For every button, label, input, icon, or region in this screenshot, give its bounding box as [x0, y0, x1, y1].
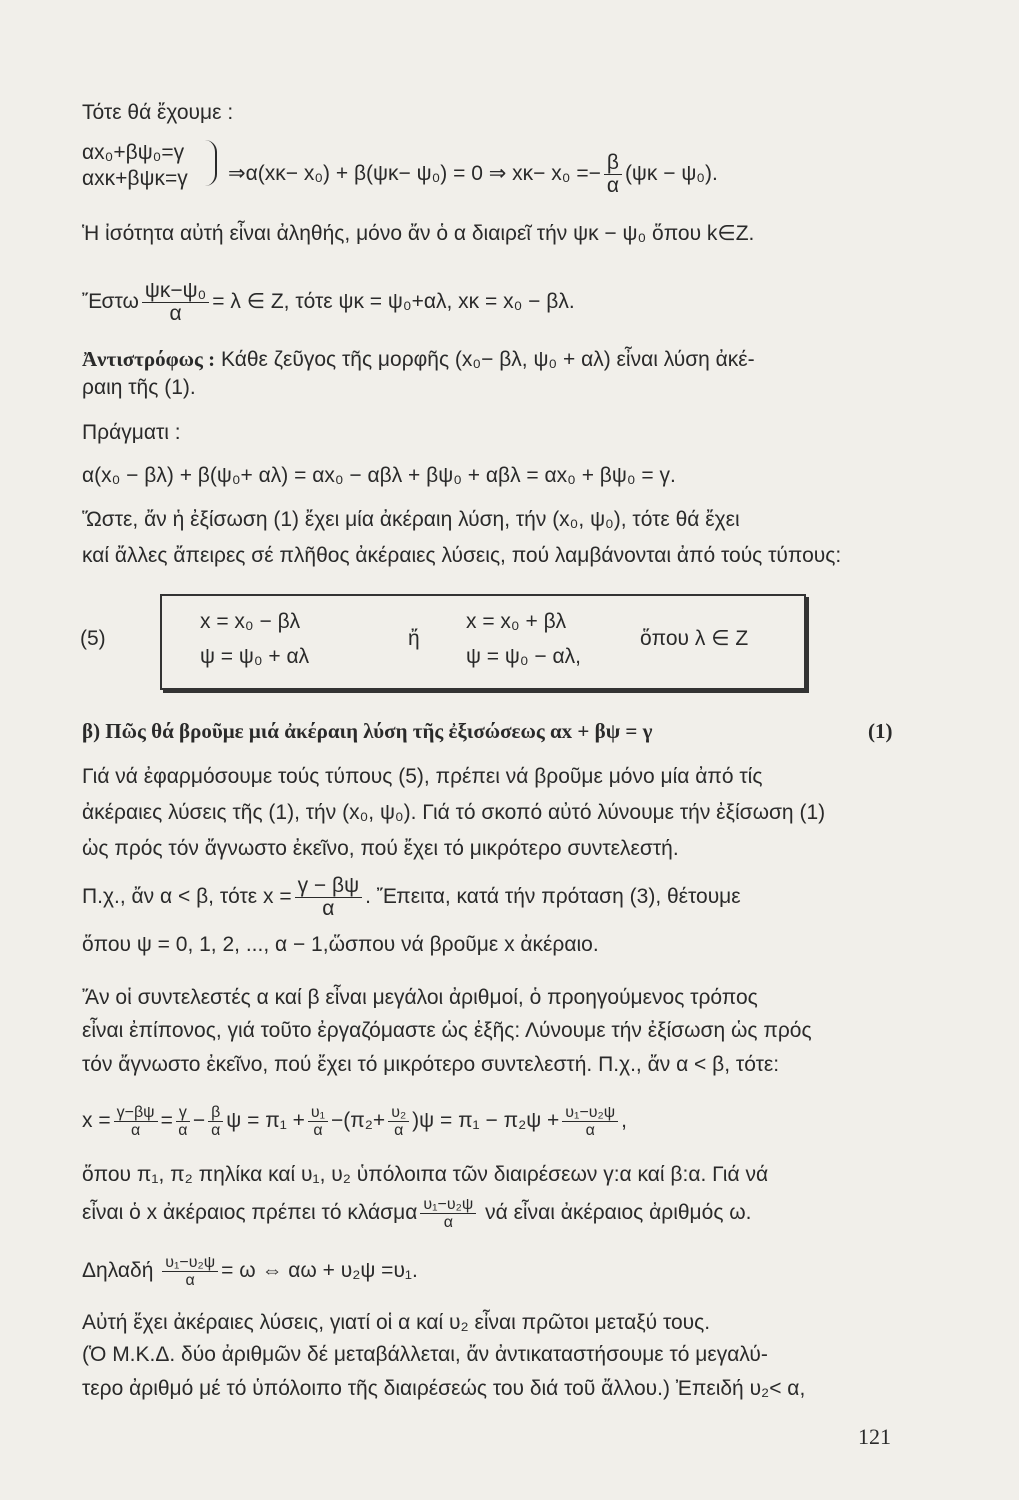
fraction [162, 1254, 218, 1289]
long-equation [82, 1104, 627, 1139]
text-line: Ἄν οἱ συντελεστές α καί β εἶναι μεγάλοι ἀριθμοί, ὁ προηγούμενος τρόπος [82, 986, 758, 1009]
fraction [142, 280, 209, 325]
fraction-denominator: α [130, 1122, 141, 1139]
formula-x-plus: x = x₀ + βλ [466, 610, 567, 633]
fraction-numerator: γ [176, 1104, 190, 1122]
text-line: Γιά νά ἐφαρμόσουμε τούς τύπους (5), πρέπει νά βροῦμε μόνο μία ἀπό τίς [82, 765, 763, 788]
eq-part: = [160, 1109, 173, 1133]
page-number: 121 [858, 1424, 891, 1449]
eq-part: ψ = π₁ + [226, 1109, 305, 1133]
converse-line [82, 346, 755, 373]
section-eq-number: (1) [868, 719, 893, 743]
formula-psi-plus: ψ = ψ₀ + αλ [200, 645, 310, 668]
namely-word: Δηλαδή [82, 1259, 154, 1283]
text-line: (Ὁ Μ.Κ.Δ. δύο ἀριθμῶν δέ μεταβάλλεται, ἄν ἀντικαταστήσουμε τό μεγαλύ- [82, 1343, 768, 1366]
section-title: β) Πῶς θά βροῦμε μιά ἀκέραιη λύση τῆς ἐξισώσεως αx + βψ = γ [82, 719, 653, 743]
converse-label: Ἀντιστρόφως : [82, 347, 216, 371]
fraction-denominator: α [185, 1272, 195, 1289]
system-implication [228, 152, 718, 197]
text-line: καί ἄλλες ἄπειρες σέ πλῆθος ἀκέραιες λύσεις, πού λαμβάνονται ἀπό τούς τύπους: [82, 544, 842, 567]
fraction-numerator: υ₁ [308, 1104, 328, 1122]
fraction [604, 152, 622, 197]
fraction [114, 1104, 158, 1139]
fraction-numerator: υ₂ [388, 1104, 409, 1122]
fraction-numerator: υ₁−υ₂ψ [420, 1196, 476, 1214]
fraction-denominator: α [178, 1122, 188, 1139]
fraction-denominator: α [443, 1214, 453, 1231]
namely-tail: = ω ⇔ αω + υ₂ψ =υ₁. [221, 1259, 418, 1283]
text-line: Ὥστε, ἄν ἡ ἐξίσωση (1) ἔχει μία ἀκέραιη λύση, τήν (x₀, ψ₀), τότε θά ἔχει [82, 508, 740, 531]
namely-line [82, 1254, 418, 1289]
implication-text: ⇒α(xκ− x₀) + β(ψκ− ψ₀) = 0 ⇒ xκ− x₀ =− [228, 162, 601, 186]
system-brace [205, 140, 217, 186]
fraction-numerator: υ₁−υ₂ψ [162, 1254, 218, 1272]
let-word: Ἔστω [82, 290, 139, 314]
text-line: ὡς πρός τόν ἄγνωστο ἐκεῖνο, πού ἔχει τό μικρότερο συντελεστή. [82, 837, 679, 860]
text-line: Ἡ ἰσότητα αὐτή εἶναι ἀληθής, μόνο ἄν ὁ α διαιρεῖ τήν ψκ − ψ₀ ὅπου k∈Z. [82, 222, 755, 245]
text-line: τόν ἄγνωστο ἐκεῖνο, πού ἔχει τό μικρότερο συντελεστή. Π.χ., ἄν α < β, τότε: [82, 1053, 780, 1076]
text-line: ὅπου π₁, π₂ πηλίκα καί υ₁, υ₂ ὑπόλοιπα τῶν διαιρέσεων γ:α καί β:α. Γιά νά [82, 1163, 769, 1186]
condition-tail: νά εἶναι ἀκέραιος ἀριθμός ω. [485, 1201, 752, 1225]
fraction-numerator: γ−βψ [114, 1104, 158, 1122]
eq-part: , [621, 1109, 627, 1133]
fraction [308, 1104, 328, 1139]
example-start: Π.χ., ἄν α < β, τότε x = [82, 885, 292, 909]
fraction-numerator: γ − βψ [295, 875, 362, 898]
text-line: ἀκέραιες λύσεις τῆς (1), τήν (x₀, ψ₀). Γιά τό σκοπό αὐτό λύνουμε τήν ἐξίσωση (1) [82, 801, 826, 824]
formula-label: (5) [80, 627, 106, 650]
system-eq-1: αx₀+βψ₀=γ [82, 141, 185, 164]
fraction-denominator: α [313, 1122, 323, 1139]
fraction-denominator: α [585, 1122, 595, 1139]
fraction-denominator: α [169, 302, 182, 325]
integer-condition-line [82, 1196, 752, 1231]
implication-tail: (ψκ − ψ₀). [624, 162, 718, 186]
example-tail: . Ἔπειτα, κατά τήν πρόταση (3), θέτουμε [365, 885, 741, 909]
formula-psi-minus: ψ = ψ₀ − αλ, [466, 645, 581, 668]
eq-part: − [192, 1109, 206, 1133]
fraction [562, 1104, 618, 1139]
fraction-numerator: υ₁−υ₂ψ [562, 1104, 618, 1122]
fraction [176, 1104, 190, 1139]
let-tail: = λ ∈ Z, τότε ψκ = ψ₀+αλ, xκ = x₀ − βλ. [212, 290, 575, 314]
fraction-denominator: α [211, 1122, 221, 1139]
text-line: Αὐτή ἔχει ἀκέραιες λύσεις, γιατί οἱ α καί υ₂ εἶναι πρῶτοι μεταξύ τους. [82, 1311, 711, 1334]
fraction [208, 1104, 223, 1139]
fraction-denominator: α [606, 174, 619, 197]
text-line: τερο ἀριθμό μέ τό ὑπόλοιπο τῆς διαιρέσεώς του διά τοῦ ἄλλου.) Ἐπειδή υ₂< α, [82, 1377, 806, 1400]
formula-or: ἤ [408, 627, 420, 650]
text-line: ὅπου ψ = 0, 1, 2, ..., α − 1,ὥσπου νά βροῦμε x ἀκέραιο. [82, 933, 599, 956]
eq-part: )ψ = π₁ − π₂ψ + [412, 1109, 560, 1133]
fraction-numerator: β [208, 1104, 223, 1122]
eq-part: −(π₂+ [331, 1109, 386, 1133]
condition-text: εἶναι ὁ x ἀκέραιος πρέπει τό κλάσμα [82, 1201, 418, 1225]
eq-part: x = [82, 1109, 111, 1133]
fraction [420, 1196, 476, 1231]
fraction-denominator: α [394, 1122, 404, 1139]
fraction-denominator: α [322, 897, 335, 920]
text-line: Πράγματι : [82, 421, 181, 444]
formula-where: ὅπου λ ∈ Z [640, 627, 749, 650]
text-line: Τότε θά ἔχουμε : [82, 101, 234, 124]
formula-x-minus: x = x₀ − βλ [200, 610, 301, 633]
text-line: ραιη τῆς (1). [82, 376, 196, 399]
converse-text: Κάθε ζεῦγος τῆς μορφῆς (x₀− βλ, ψ₀ + αλ) εἶναι λύση ἀκέ- [220, 348, 755, 371]
fraction [388, 1104, 409, 1139]
fraction [295, 875, 362, 920]
system-eq-2: αxκ+βψκ=γ [82, 167, 188, 190]
fraction-numerator: β [604, 152, 622, 175]
fraction-numerator: ψκ−ψ₀ [142, 280, 209, 303]
text-line: εἶναι ἐπίπονος, γιά τοῦτο ἐργαζόμαστε ὡς ἑξῆς: Λύνουμε τήν ἐξίσωση ὡς πρός [82, 1019, 812, 1042]
example-line [82, 875, 741, 920]
let-line [82, 280, 575, 325]
proof-equation: α(x₀ − βλ) + β(ψ₀+ αλ) = αx₀ − αβλ + βψ₀ + αβλ = αx₀ + βψ₀ = γ. [82, 464, 676, 487]
